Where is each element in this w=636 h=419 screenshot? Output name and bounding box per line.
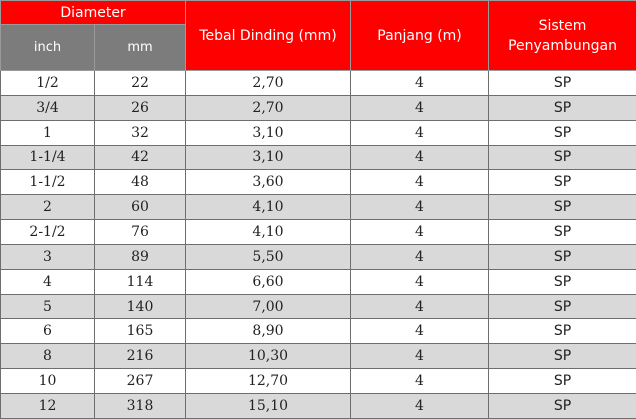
inch-cell: 1-1/2 bbox=[1, 170, 95, 195]
sistem-cell: SP bbox=[489, 393, 636, 418]
sistem-cell: SP bbox=[489, 120, 636, 145]
panjang-cell: 4 bbox=[351, 170, 489, 195]
panjang-cell: 4 bbox=[351, 71, 489, 96]
sistem-cell: SP bbox=[489, 220, 636, 245]
table-row bbox=[1, 369, 636, 394]
tebal-cell: 3,10 bbox=[186, 145, 351, 170]
panjang-cell: 4 bbox=[351, 195, 489, 220]
inch-cell: 2-1/2 bbox=[1, 220, 95, 245]
panjang-cell: 4 bbox=[351, 220, 489, 245]
inch-cell: 10 bbox=[1, 369, 95, 394]
mm-cell: 26 bbox=[95, 95, 186, 120]
table-row bbox=[1, 195, 636, 220]
sistem-cell: SP bbox=[489, 71, 636, 96]
mm-cell: 216 bbox=[95, 344, 186, 369]
tebal-cell: 2,70 bbox=[186, 95, 351, 120]
tebal-cell: 7,00 bbox=[186, 294, 351, 319]
table-row bbox=[1, 170, 636, 195]
tebal-cell: 6,60 bbox=[186, 269, 351, 294]
table-row bbox=[1, 393, 636, 418]
panjang-cell: 4 bbox=[351, 369, 489, 394]
mm-cell: 140 bbox=[95, 294, 186, 319]
table-row bbox=[1, 95, 636, 120]
tebal-dinding-header: Tebal Dinding (mm) bbox=[186, 1, 351, 71]
inch-cell: 6 bbox=[1, 319, 95, 344]
tebal-cell: 12,70 bbox=[186, 369, 351, 394]
panjang-cell: 4 bbox=[351, 319, 489, 344]
sistem-cell: SP bbox=[489, 95, 636, 120]
inch-cell: 4 bbox=[1, 269, 95, 294]
mm-cell: 32 bbox=[95, 120, 186, 145]
table-row bbox=[1, 344, 636, 369]
tebal-cell: 10,30 bbox=[186, 344, 351, 369]
mm-header: mm bbox=[95, 25, 186, 71]
inch-cell: 8 bbox=[1, 344, 95, 369]
inch-cell: 3 bbox=[1, 244, 95, 269]
sistem-cell: SP bbox=[489, 369, 636, 394]
table-row bbox=[1, 220, 636, 245]
sistem-cell: SP bbox=[489, 319, 636, 344]
mm-cell: 318 bbox=[95, 393, 186, 418]
panjang-cell: 4 bbox=[351, 145, 489, 170]
table-row bbox=[1, 294, 636, 319]
tebal-cell: 15,10 bbox=[186, 393, 351, 418]
mm-cell: 76 bbox=[95, 220, 186, 245]
panjang-cell: 4 bbox=[351, 244, 489, 269]
sistem-cell: SP bbox=[489, 244, 636, 269]
mm-cell: 89 bbox=[95, 244, 186, 269]
mm-cell: 60 bbox=[95, 195, 186, 220]
mm-cell: 165 bbox=[95, 319, 186, 344]
sistem-cell: SP bbox=[489, 195, 636, 220]
mm-cell: 48 bbox=[95, 170, 186, 195]
sistem-cell: SP bbox=[489, 269, 636, 294]
tebal-cell: 4,10 bbox=[186, 195, 351, 220]
panjang-cell: 4 bbox=[351, 294, 489, 319]
inch-cell: 1/2 bbox=[1, 71, 95, 96]
mm-cell: 267 bbox=[95, 369, 186, 394]
inch-cell: 1-1/4 bbox=[1, 145, 95, 170]
table-row bbox=[1, 145, 636, 170]
sistem-cell: SP bbox=[489, 294, 636, 319]
inch-cell: 3/4 bbox=[1, 95, 95, 120]
sistem-cell: SP bbox=[489, 145, 636, 170]
mm-cell: 42 bbox=[95, 145, 186, 170]
inch-cell: 1 bbox=[1, 120, 95, 145]
panjang-cell: 4 bbox=[351, 269, 489, 294]
tebal-cell: 8,90 bbox=[186, 319, 351, 344]
sistem-cell: SP bbox=[489, 344, 636, 369]
table-row bbox=[1, 244, 636, 269]
panjang-cell: 4 bbox=[351, 120, 489, 145]
table-row bbox=[1, 120, 636, 145]
panjang-cell: 4 bbox=[351, 95, 489, 120]
sistem-header-line1: Sistem bbox=[539, 18, 587, 34]
inch-cell: 2 bbox=[1, 195, 95, 220]
diameter-header: Diameter bbox=[1, 1, 186, 25]
inch-cell: 12 bbox=[1, 393, 95, 418]
tebal-cell: 2,70 bbox=[186, 71, 351, 96]
tebal-cell: 3,60 bbox=[186, 170, 351, 195]
table-row bbox=[1, 71, 636, 96]
mm-cell: 22 bbox=[95, 71, 186, 96]
table-row bbox=[1, 319, 636, 344]
tebal-cell: 3,10 bbox=[186, 120, 351, 145]
sistem-penyambungan-header bbox=[489, 1, 636, 71]
panjang-cell: 4 bbox=[351, 344, 489, 369]
panjang-cell: 4 bbox=[351, 393, 489, 418]
tebal-cell: 4,10 bbox=[186, 220, 351, 245]
sistem-cell: SP bbox=[489, 170, 636, 195]
tebal-cell: 5,50 bbox=[186, 244, 351, 269]
inch-cell: 5 bbox=[1, 294, 95, 319]
table-row bbox=[1, 269, 636, 294]
table-body bbox=[1, 71, 636, 419]
mm-cell: 114 bbox=[95, 269, 186, 294]
sistem-header-line2: Penyambungan bbox=[508, 38, 617, 54]
inch-header: inch bbox=[1, 25, 95, 71]
panjang-header: Panjang (m) bbox=[351, 1, 489, 71]
